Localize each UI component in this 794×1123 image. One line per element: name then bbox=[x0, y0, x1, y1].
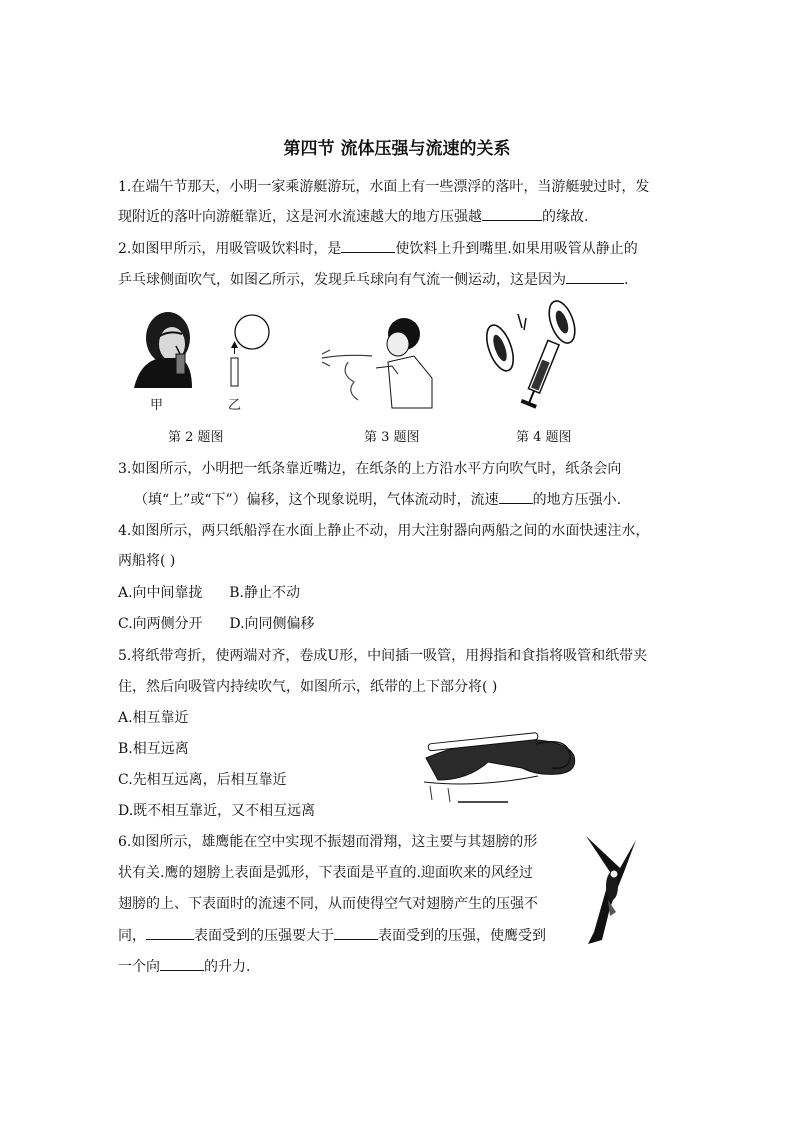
q2-text-c: 乒乓球侧面吹气，如图乙所示，发现乒乓球向有气流一侧运动，这是因为 bbox=[118, 272, 566, 288]
q3-line-2 bbox=[134, 489, 621, 509]
q3-answer-blank[interactable] bbox=[499, 489, 533, 504]
q4-line-2: 两船将( ) bbox=[118, 553, 176, 569]
figure-3-illustration bbox=[318, 312, 440, 412]
q2-answer-blank-2[interactable] bbox=[566, 269, 624, 284]
q3-text-b: 的地方压强小. bbox=[532, 492, 622, 508]
q5-line-1: 5.将纸带弯折，使两端对齐，卷成U形，中间插一吸管，用拇指和食指将吸管和纸带夹 bbox=[118, 648, 648, 664]
figure-5-illustration bbox=[418, 722, 588, 806]
q1-line-1: 1.在端午节那天，小明一家乘游艇游玩，水面上有一些漂浮的落叶，当游艇驶过时，发 bbox=[118, 179, 650, 195]
figure-4-caption: 第 4 题图 bbox=[516, 430, 572, 445]
figure-2-caption: 第 2 题图 bbox=[168, 430, 224, 445]
q6-line-5 bbox=[118, 956, 250, 976]
q6-text-a: 同， bbox=[118, 928, 146, 944]
q2-answer-blank-1[interactable] bbox=[341, 238, 395, 253]
q4-line-1: 4.如图所示，两只纸船浮在水面上静止不动，用大注射器向两船之间的水面快速注水， bbox=[118, 523, 650, 539]
q5-option-b[interactable]: B.相互远离 bbox=[118, 741, 189, 757]
drinking-person-image bbox=[134, 312, 192, 388]
q3-line-1: 3.如图所示，小明把一纸条靠近嘴边，在纸条的上方沿水平方向吹气时，纸条会向 bbox=[118, 461, 622, 477]
q6-answer-blank-1[interactable] bbox=[146, 925, 194, 940]
q6-text-b: 表面受到的压强要大于 bbox=[194, 928, 334, 944]
q4-options-cd[interactable]: C.向两侧分开 D.向同侧偏移 bbox=[118, 616, 315, 632]
q1-line-2 bbox=[118, 206, 588, 226]
q1-text-b: 的缘故. bbox=[542, 209, 589, 225]
q2-text-d: . bbox=[624, 272, 629, 288]
q6-text-c: 表面受到的压强，使鹰受到 bbox=[378, 928, 546, 944]
q5-option-a[interactable]: A.相互靠近 bbox=[118, 710, 189, 726]
q3-text-a: （填“上”或“下”）偏移，这个现象说明，气体流动时，流速 bbox=[134, 492, 499, 508]
q2-line-1 bbox=[118, 238, 638, 258]
q1-answer-blank[interactable] bbox=[482, 206, 542, 221]
q6-answer-blank-2[interactable] bbox=[334, 925, 378, 940]
figure-3-caption: 第 3 题图 bbox=[364, 430, 420, 445]
q6-line-3: 翅膀的上、下表面时的流速不同，从而使得空气对翅膀产生的压强不 bbox=[118, 896, 538, 912]
ping-pong-ball-image bbox=[231, 315, 269, 386]
figure-2-label-yi: 乙 bbox=[228, 398, 242, 413]
q2-text-b: 使饮料上升到嘴里.如果用吸管从静止的 bbox=[395, 241, 638, 257]
q6-line-2: 状有关.鹰的翅膀上表面是弧形，下表面是平直的.迎面吹来的风经过 bbox=[118, 865, 533, 881]
q6-answer-blank-3[interactable] bbox=[160, 956, 204, 971]
q6-line-4 bbox=[118, 925, 546, 945]
q1-text-a: 现附近的落叶向游艇靠近，这是河水流速越大的地方压强越 bbox=[118, 209, 482, 225]
q6-text-e: 的升力. bbox=[204, 959, 251, 975]
page-title: 第四节 流体压强与流速的关系 bbox=[283, 139, 511, 159]
figure-2-label-jia: 甲 bbox=[150, 398, 164, 413]
q5-line-2: 住，然后向吸管内持续吹气，如图所示，纸带的上下部分将( ) bbox=[118, 679, 498, 695]
q2-text-a: 2.如图甲所示，用吸管吸饮料时，是 bbox=[118, 241, 342, 257]
figure-6-eagle-illustration bbox=[580, 832, 642, 950]
q6-text-d: 一个向 bbox=[118, 959, 160, 975]
q6-line-1: 6.如图所示，雄鹰能在空中实现不振翅而滑翔，这主要与其翅膀的形 bbox=[118, 834, 538, 850]
figure-4-illustration bbox=[478, 300, 594, 412]
q2-line-2 bbox=[118, 269, 628, 289]
q4-options-ab[interactable]: A.向中间靠拢 B.静止不动 bbox=[118, 585, 300, 601]
q5-option-d[interactable]: D.既不相互靠近，又不相互远离 bbox=[118, 803, 316, 819]
q5-option-c[interactable]: C.先相互远离，后相互靠近 bbox=[118, 772, 287, 788]
